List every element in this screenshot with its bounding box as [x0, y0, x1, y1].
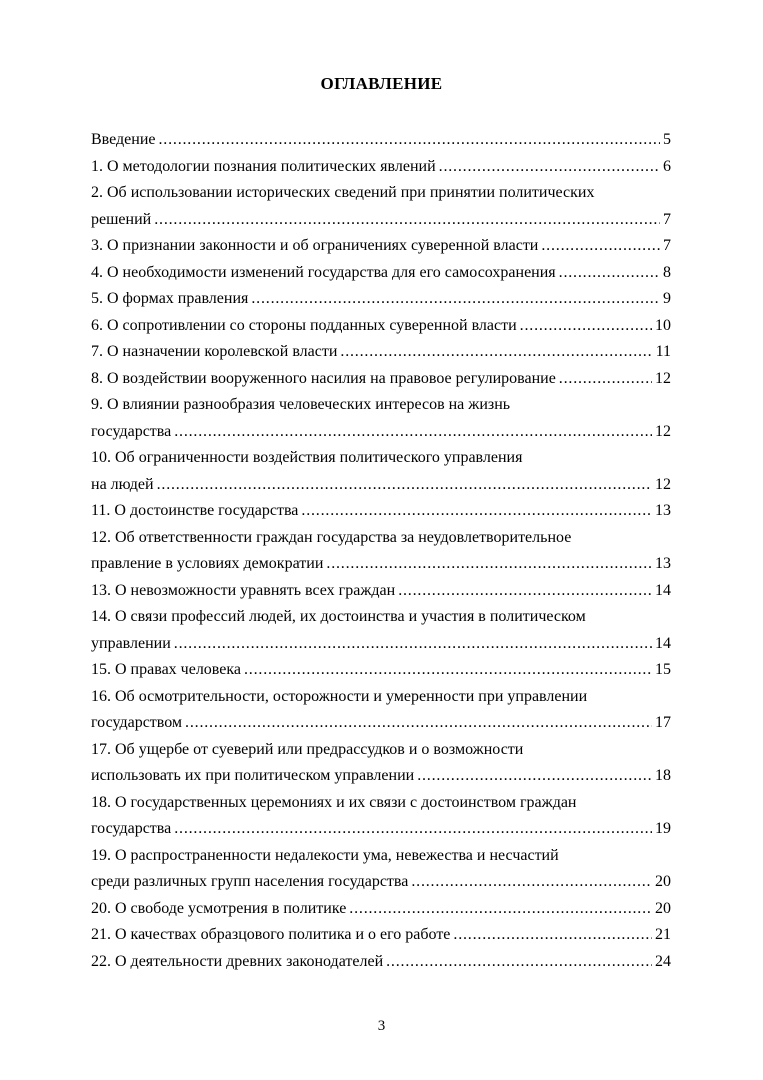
- toc-entry-text: 12. Об ответственности граждан государства за неудовлетворительное: [91, 528, 572, 546]
- toc-entry[interactable]: [91, 154, 671, 181]
- toc-dot-leader: [559, 260, 660, 287]
- toc-page-number: 8: [663, 263, 671, 281]
- toc-entry-text: 7. О назначении королевской власти: [91, 343, 338, 360]
- toc-dot-leader: [244, 657, 652, 684]
- toc-entry[interactable]: [91, 949, 671, 976]
- toc-page-number: 17: [655, 714, 671, 731]
- toc-entry[interactable]: [91, 260, 671, 287]
- toc-dot-leader: [541, 233, 660, 260]
- toc-page-number: 14: [655, 634, 671, 652]
- toc-entry-text: 18. О государственных церемониях и их связи с достоинством граждан: [91, 793, 577, 811]
- toc-dot-leader: [386, 949, 652, 976]
- toc-entry-text: 22. О деятельности древних законодателей: [91, 952, 384, 970]
- toc-entry[interactable]: [91, 127, 671, 154]
- toc-page-number: 11: [655, 343, 671, 360]
- toc-page-number: 13: [655, 502, 671, 519]
- toc-entry-text: на людей: [91, 475, 154, 493]
- toc-entry-text: государством: [91, 714, 183, 731]
- toc-entry-text: 8. О воздействии вооруженного насилия на правовое регулирование: [91, 369, 556, 387]
- toc-dot-leader: [159, 127, 661, 154]
- toc-entry-text: 20. О свободе усмотрения в политике: [91, 899, 347, 917]
- toc-entry-text: 4. О необходимости изменений государства для его самосохранения: [91, 263, 556, 281]
- toc-dot-leader: [398, 578, 652, 605]
- toc-entry[interactable]: [91, 286, 671, 313]
- toc-page-number: 7: [663, 237, 671, 254]
- toc-entry-text: 19. О распространенности недалекости ума, невежества и несчастий: [91, 846, 559, 864]
- toc-page-number: 15: [655, 661, 671, 678]
- toc-dot-leader: [185, 710, 652, 737]
- table-of-contents: [91, 127, 671, 975]
- toc-entry[interactable]: [91, 525, 671, 578]
- toc-page-number: 7: [663, 210, 671, 228]
- page-title: ОГЛАВЛЕНИЕ: [320, 74, 443, 93]
- toc-dot-leader: [439, 154, 660, 181]
- toc-entry[interactable]: [91, 896, 671, 923]
- toc-entry-text: использовать их при политическом управлении: [91, 767, 415, 784]
- toc-page-number: 12: [655, 475, 671, 493]
- toc-entry-text: 15. О правах человека: [91, 661, 241, 678]
- toc-entry[interactable]: [91, 657, 671, 684]
- toc-page-number: 21: [655, 926, 671, 943]
- toc-entry-text: Введение: [91, 131, 156, 148]
- toc-entry[interactable]: [91, 922, 671, 949]
- toc-entry[interactable]: [91, 339, 671, 366]
- toc-entry-text: управлении: [91, 634, 171, 652]
- toc-dot-leader: [326, 551, 652, 578]
- toc-page-number: 24: [655, 952, 671, 970]
- toc-entry-text: 3. О признании законности и об ограничениях суверенной власти: [91, 237, 539, 254]
- toc-entry[interactable]: [91, 498, 671, 525]
- toc-page-number: 20: [655, 873, 671, 890]
- toc-entry[interactable]: [91, 313, 671, 340]
- toc-entry[interactable]: [91, 737, 671, 790]
- toc-dot-leader: [174, 816, 652, 843]
- toc-page-number: 12: [655, 422, 671, 440]
- toc-entry[interactable]: [91, 684, 671, 737]
- toc-dot-leader: [349, 896, 652, 923]
- toc-dot-leader: [174, 419, 652, 446]
- toc-entry-text: 13. О невозможности уравнять всех граждан: [91, 581, 396, 599]
- toc-entry-text: 16. Об осмотрительности, осторожности и умеренности при управлении: [91, 687, 588, 705]
- toc-entry-text: решений: [91, 210, 152, 228]
- toc-entry[interactable]: [91, 604, 671, 657]
- toc-entry-text: 9. О влиянии разнообразия человеческих интересов на жизнь: [91, 396, 511, 413]
- toc-entry-text: 1. О методологии познания политических явлений: [91, 157, 436, 175]
- toc-page-number: 13: [655, 555, 671, 572]
- toc-page-number: 10: [655, 316, 671, 334]
- toc-entry[interactable]: [91, 392, 671, 445]
- toc-dot-leader: [301, 498, 652, 525]
- toc-dot-leader: [559, 366, 652, 393]
- toc-dot-leader: [520, 313, 652, 340]
- toc-entry[interactable]: [91, 233, 671, 260]
- toc-page-number: 9: [663, 290, 671, 307]
- toc-entry[interactable]: [91, 366, 671, 393]
- page-number: 3: [377, 1018, 386, 1034]
- toc-dot-leader: [340, 339, 652, 366]
- toc-dot-leader: [251, 286, 660, 313]
- toc-page-number: 18: [655, 767, 671, 784]
- toc-page-number: 19: [655, 820, 671, 837]
- toc-entry[interactable]: [91, 180, 671, 233]
- toc-page-number: 5: [663, 131, 671, 148]
- toc-entry-text: государства: [91, 422, 172, 440]
- toc-entry[interactable]: [91, 445, 671, 498]
- toc-dot-leader: [157, 472, 652, 499]
- toc-entry-text: 10. Об ограниченности воздействия политического управления: [91, 449, 523, 466]
- toc-page-number: 6: [663, 157, 671, 175]
- toc-page-number: 14: [655, 581, 671, 599]
- toc-dot-leader: [174, 631, 652, 658]
- toc-entry[interactable]: [91, 790, 671, 843]
- toc-entry-text: 21. О качествах образцового политика и о его работе: [91, 926, 451, 943]
- toc-entry[interactable]: [91, 578, 671, 605]
- toc-page-number: 20: [655, 899, 671, 917]
- toc-dot-leader: [417, 763, 652, 790]
- toc-dot-leader: [453, 922, 652, 949]
- toc-entry-text: 14. О связи профессий людей, их достоинства и участия в политическом: [91, 608, 586, 625]
- toc-entry-text: правление в условиях демократии: [91, 555, 324, 572]
- toc-entry-text: 11. О достоинстве государства: [91, 502, 299, 519]
- toc-entry-text: среди различных групп населения государства: [91, 873, 409, 890]
- toc-dot-leader: [154, 207, 660, 234]
- toc-entry-text: 5. О формах правления: [91, 290, 249, 307]
- toc-page-number: 12: [655, 369, 671, 387]
- toc-entry[interactable]: [91, 843, 671, 896]
- toc-dot-leader: [411, 869, 652, 896]
- toc-entry-text: государства: [91, 820, 172, 837]
- toc-entry-text: 2. Об использовании исторических сведений при принятии политических: [91, 184, 595, 201]
- toc-entry-text: 17. Об ущербе от суеверий или предрассудков и о возможности: [91, 740, 524, 758]
- toc-entry-text: 6. О сопротивлении со стороны подданных суверенной власти: [91, 316, 517, 334]
